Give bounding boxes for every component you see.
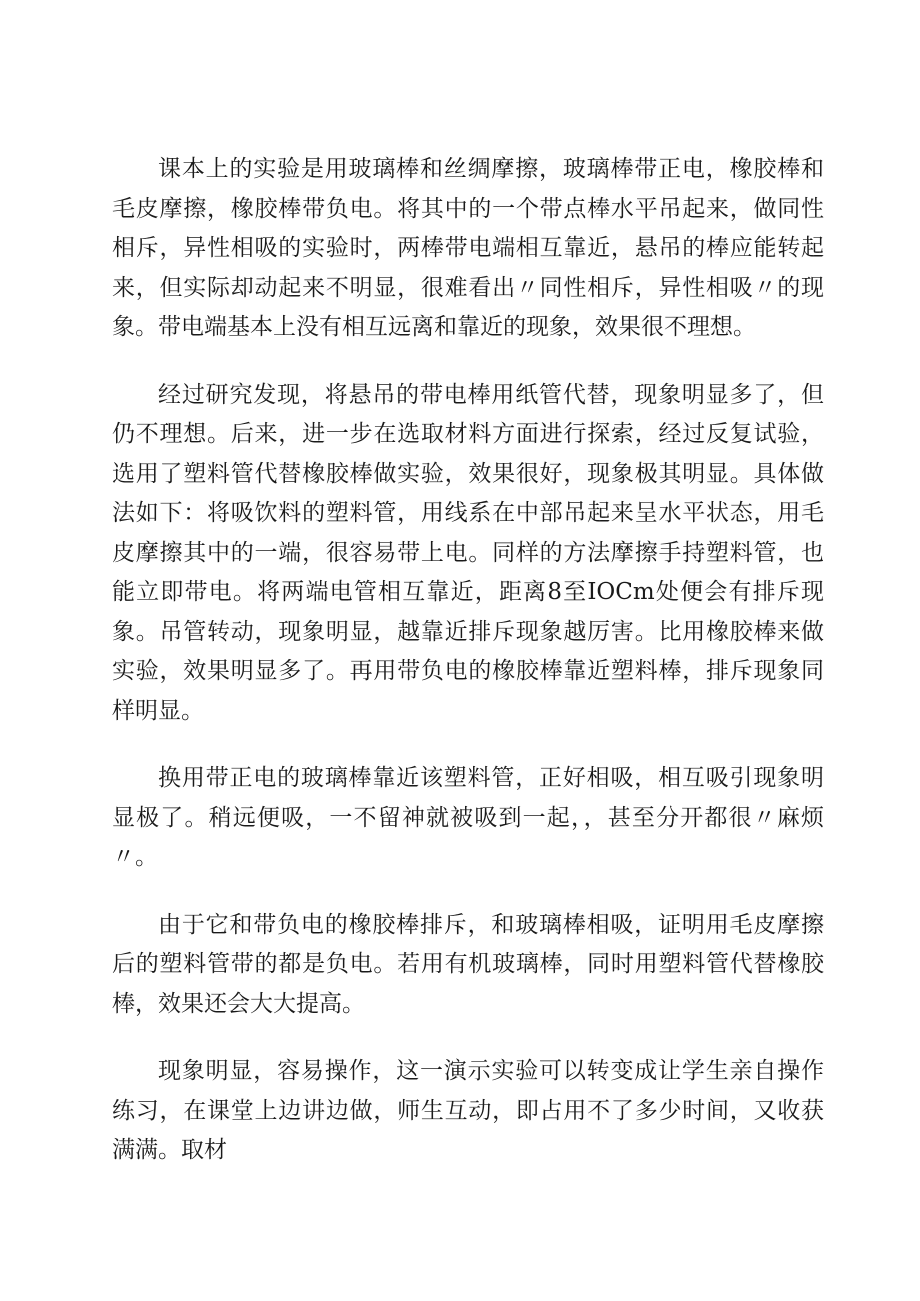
paragraph-1: 课本上的实验是用玻璃棒和丝绸摩擦，玻璃棒带正电，橡胶棒和毛皮摩擦，橡胶棒带负电。将其中的一个带点棒水平吊起来，做同性相斥，异性相吸的实验时，两棒带电端相互靠近，悬吊的棒应能转起来，但实际却动起来不明显，很难看出〃同性相斥，异性相吸〃的现象。带电端基本上没有相互远离和靠近的现象，效果很不理想。 xyxy=(112,156,824,340)
paragraph-2: 经过研究发现，将悬吊的带电棒用纸管代替，现象明显多了，但仍不理想。后来，进一步在选取材料方面进行探索，经过反复试验，选用了塑料管代替橡胶棒做实验，效果很好，现象极其明显。具体做法如下：将吸饮料的塑料管，用线系在中部吊起来呈水平状态，用毛皮摩擦其中的一端，很容易带上电。同样的方法摩擦手持塑料管，也能立即带电。将两端电管相互靠近，距离8至IOCm处便会有排斥现象。吊管转动，现象明显，越靠近排斥现象越厉害。比用橡胶棒来做实验，效果明显多了。再用带负电的橡胶棒靠近塑料棒，排斥现象同样明显。 xyxy=(112,381,824,724)
document-body xyxy=(112,150,824,1171)
paragraph-5: 现象明显，容易操作，这一演示实验可以转变成让学生亲自操作练习，在课堂上边讲边做，师生互动，即占用不了多少时间，又收获满满。取材 xyxy=(112,1058,824,1163)
paragraph-4: 由于它和带负电的橡胶棒排斥，和玻璃棒相吸，证明用毛皮摩擦后的塑料管带的都是负电。若用有机玻璃棒，同时用塑料管代替橡胶棒，效果还会大大提高。 xyxy=(112,911,824,1017)
paragraph-3: 换用带正电的玻璃棒靠近该塑料管，正好相吸，相互吸引现象明显极了。稍远便吸，一不留神就被吸到一起，，甚至分开都很〃麻烦〃。 xyxy=(112,765,824,870)
